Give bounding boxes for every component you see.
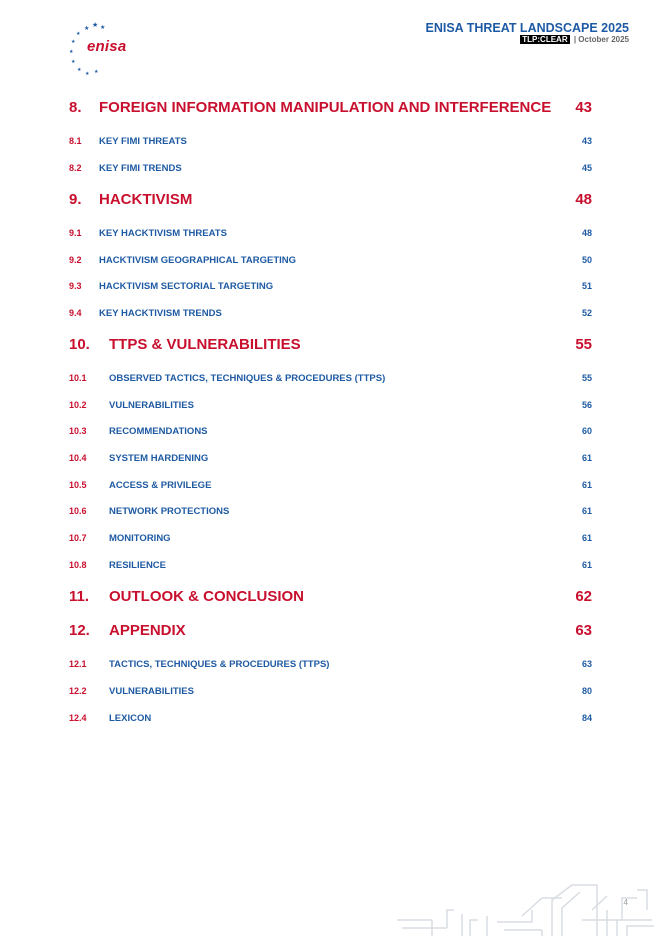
toc-page: 62: [575, 588, 592, 605]
toc-title: KEY HACKTIVISM THREATS: [99, 228, 227, 239]
toc-page: 60: [581, 426, 592, 436]
toc-page: 48: [575, 191, 592, 208]
report-date: | October 2025: [573, 35, 629, 44]
toc-number: 12.2: [69, 686, 87, 696]
toc-page: 50: [581, 255, 592, 265]
toc-number: 12.1: [69, 659, 87, 669]
toc-number: 10.2: [69, 400, 87, 410]
toc-page: 55: [575, 336, 592, 353]
toc-number: 9.: [69, 191, 82, 208]
toc-number: 9.3: [69, 281, 82, 291]
enisa-logo-text: enisa: [87, 38, 127, 55]
toc-number: 9.2: [69, 255, 82, 265]
toc-title: LEXICON: [109, 713, 152, 724]
toc-number: 10.1: [69, 373, 87, 383]
toc-page: 52: [581, 308, 592, 318]
toc-number: 10.6: [69, 506, 87, 516]
report-subtitle: [520, 35, 629, 44]
toc-page: 61: [581, 453, 592, 463]
svg-text:★: ★: [100, 25, 106, 31]
toc-page: 61: [581, 506, 592, 516]
toc-title: KEY HACKTIVISM TRENDS: [99, 308, 222, 319]
toc-page: 43: [575, 99, 592, 116]
toc-page: 63: [581, 659, 592, 669]
toc-title: OUTLOOK & CONCLUSION: [109, 588, 304, 605]
svg-text:★: ★: [94, 69, 99, 75]
svg-text:★: ★: [69, 49, 74, 55]
toc-number: 8.2: [69, 163, 82, 173]
toc-page: 61: [581, 533, 592, 543]
toc-title: VULNERABILITIES: [109, 400, 194, 411]
toc-number: 12.4: [69, 713, 87, 723]
toc-title: FOREIGN INFORMATION MANIPULATION AND INTERFERENCE: [99, 99, 552, 116]
toc-number: 10.4: [69, 453, 87, 463]
toc-number: 12.: [69, 622, 90, 639]
toc-number: 10.: [69, 336, 90, 353]
toc-title: HACKTIVISM GEOGRAPHICAL TARGETING: [99, 255, 297, 266]
toc-page: 48: [581, 228, 592, 238]
toc-number: 10.3: [69, 426, 87, 436]
toc-number: 8.1: [69, 136, 82, 146]
toc-title: SYSTEM HARDENING: [109, 453, 209, 464]
toc-title: VULNERABILITIES: [109, 686, 194, 697]
toc-title: KEY FIMI THREATS: [99, 136, 187, 147]
svg-text:★: ★: [92, 22, 99, 29]
svg-text:★: ★: [71, 59, 76, 65]
toc-title: APPENDIX: [109, 622, 186, 639]
toc-title: TTPS & VULNERABILITIES: [109, 336, 301, 353]
toc-page: 84: [581, 713, 592, 723]
toc-title: KEY FIMI TRENDS: [99, 163, 182, 174]
toc-title: HACKTIVISM: [99, 191, 193, 208]
report-title: ENISA THREAT LANDSCAPE 2025: [425, 21, 629, 35]
svg-text:★: ★: [77, 67, 82, 73]
toc-number: 10.5: [69, 480, 87, 490]
toc-number: 11.: [69, 588, 90, 605]
toc-number: 10.8: [69, 560, 87, 570]
tlp-badge: TLP:CLEAR: [522, 35, 568, 44]
toc-title: OBSERVED TACTICS, TECHNIQUES & PROCEDURES (TTPS): [109, 373, 386, 384]
toc-page: 55: [581, 373, 592, 383]
toc-title: RECOMMENDATIONS: [109, 426, 208, 437]
toc-title: ACCESS & PRIVILEGE: [109, 480, 212, 491]
circuit-lines-icon: [392, 880, 662, 936]
toc-page: 80: [581, 686, 592, 696]
toc-number: 9.4: [69, 308, 82, 318]
toc-title: TACTICS, TECHNIQUES & PROCEDURES (TTPS): [109, 659, 330, 670]
page-number: 4: [623, 898, 628, 907]
toc-title: NETWORK PROTECTIONS: [109, 506, 230, 517]
toc-title: HACKTIVISM SECTORIAL TARGETING: [99, 281, 274, 292]
toc-title: MONITORING: [109, 533, 171, 544]
toc-number: 8.: [69, 99, 82, 116]
toc-page: 51: [581, 281, 592, 291]
toc-number: 9.1: [69, 228, 82, 238]
svg-text:★: ★: [71, 39, 76, 45]
toc-page: 43: [581, 136, 592, 146]
toc-page: 45: [581, 163, 592, 173]
toc-title: RESILIENCE: [109, 560, 167, 571]
toc-page: 61: [581, 560, 592, 570]
svg-text:★: ★: [85, 71, 90, 76]
toc-page: 63: [575, 622, 592, 639]
toc-page: 61: [581, 480, 592, 490]
toc-number: 10.7: [69, 533, 87, 543]
svg-text:★: ★: [84, 26, 90, 32]
svg-text:★: ★: [76, 31, 81, 37]
toc-page: 56: [581, 400, 592, 410]
